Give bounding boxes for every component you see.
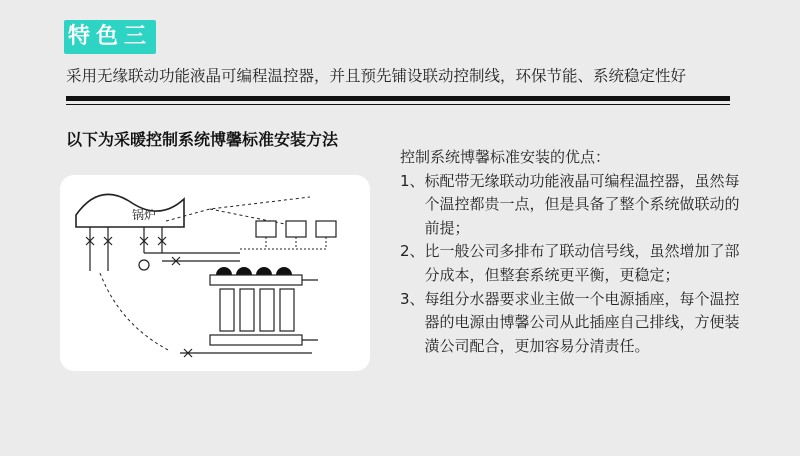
item-number: 3、 (400, 289, 425, 308)
feature-tag: 特色三 (64, 20, 156, 54)
boiler-label: 锅炉 (132, 208, 157, 222)
manifold-icon (210, 335, 302, 345)
list-item (400, 288, 740, 359)
installation-diagram (60, 175, 370, 371)
heating-system-schematic (60, 175, 370, 371)
item-text: 标配带无缘联动功能液晶可编程温控器，虽然每个温控都贵一点，但是具备了整个系统做联动的前提； (424, 171, 740, 237)
thermostat-icon (256, 221, 276, 237)
item-number: 1、 (400, 171, 425, 190)
section-heading: 以下为采暖控制系统博馨标准安装方法 (66, 130, 339, 149)
pump-icon (139, 260, 149, 270)
thermostat-icon (286, 221, 306, 237)
item-text: 每组分水器要求业主做一个电源插座，每个温控器的电源由博馨公司从此插座自己排线，方便装潢公司配合，更加容易分清责任。 (424, 289, 740, 355)
advantages-list (400, 146, 740, 358)
boiler-shape (76, 194, 184, 227)
divider-thin (66, 104, 730, 105)
advantages-intro: 控制系统博馨标准安装的优点： (400, 148, 611, 166)
item-text: 比一般公司多排布了联动信号线，虽然增加了部分成本，但整套系统更平衡，更稳定； (424, 242, 740, 284)
list-item (400, 240, 740, 287)
item-number: 2、 (400, 242, 425, 261)
divider-thick (66, 96, 730, 101)
feature-description: 采用无缘联动功能液晶可编程温控器，并且预先铺设联动控制线，环保节能、系统稳定性好 (66, 67, 687, 85)
manifold-icon (210, 275, 302, 285)
list-item (400, 170, 740, 241)
thermostat-icon (316, 221, 336, 237)
